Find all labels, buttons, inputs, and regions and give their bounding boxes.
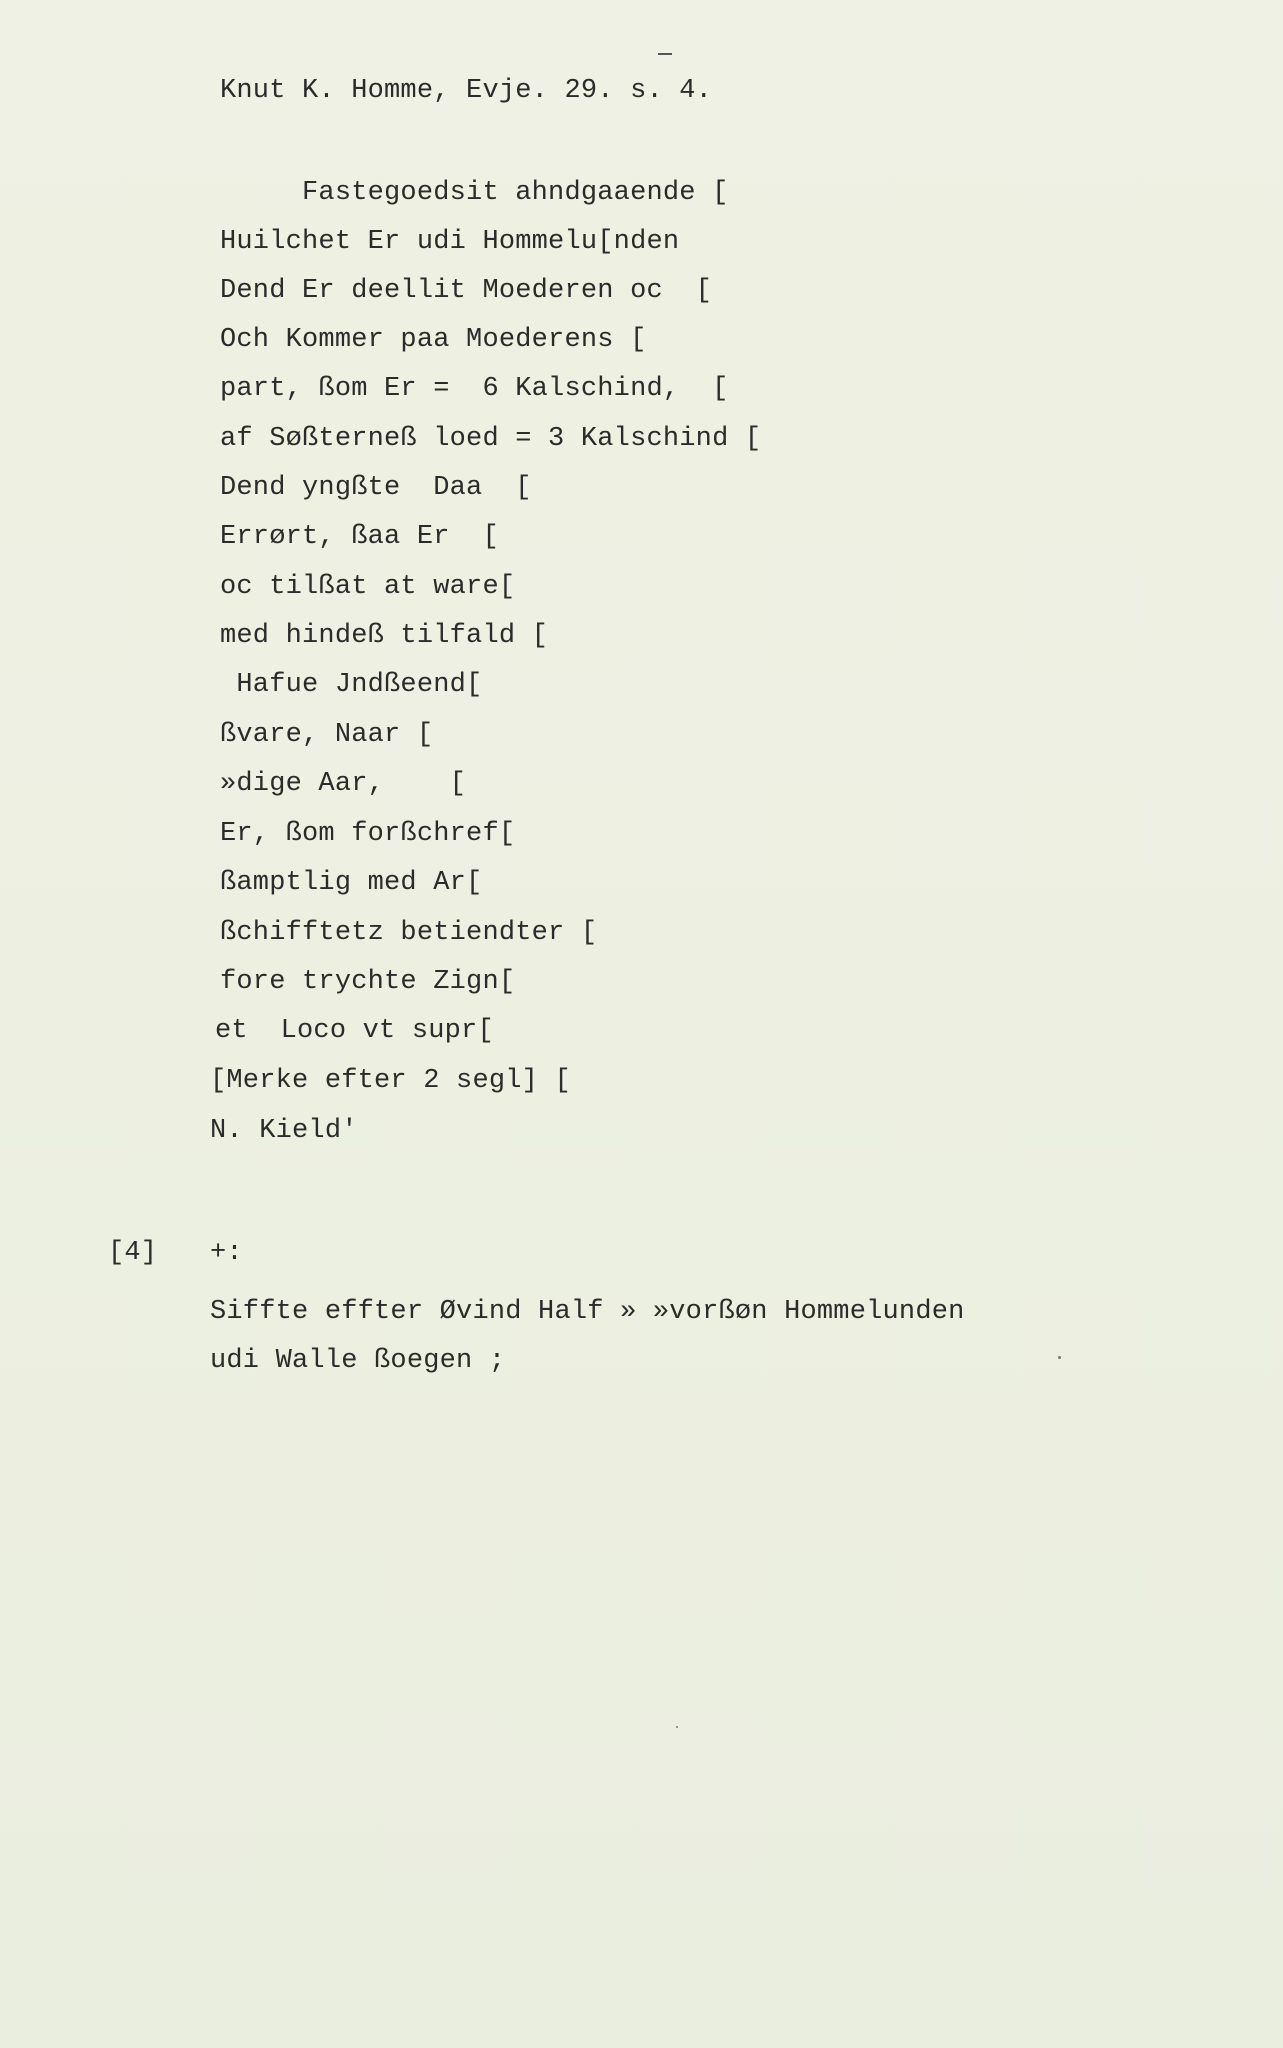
plus-mark: +: — [210, 1238, 243, 1268]
top-dash — [658, 53, 672, 55]
transcription-line: Hafue Jndßeend[ — [220, 670, 483, 700]
transcription-line: ßvare, Naar [ — [220, 720, 434, 750]
transcription-line: fore trychte Zign[ — [220, 967, 516, 997]
transcription-line: Errørt, ßaa Er [ — [220, 522, 499, 552]
transcription-line: [Merke efter 2 segl] [ — [210, 1066, 571, 1096]
margin-page-number: [4] — [108, 1238, 158, 1268]
paper-speck — [676, 1726, 678, 1728]
transcription-line: Fastegoedsit ahndgaaende [ — [220, 178, 729, 208]
transcription-line: af Søßterneß loed = 3 Kalschind [ — [220, 424, 762, 454]
transcription-line: Huilchet Er udi Hommelu[nden — [220, 227, 680, 257]
footer-line: udi Walle ßoegen ; — [210, 1346, 506, 1376]
transcription-line: Dend Er deellit Moederen oc [ — [220, 276, 713, 306]
transcription-line: ßchifftetz betiendter [ — [220, 918, 598, 948]
transcription-line: med hindeß tilfald [ — [220, 621, 549, 651]
transcription-line: et Loco vt supr[ — [215, 1016, 494, 1046]
transcription-line: oc tilßat at ware[ — [220, 572, 516, 602]
transcription-line: Er, ßom forßchref[ — [220, 819, 516, 849]
transcription-line: ßamptlig med Ar[ — [220, 868, 483, 898]
transcription-line: Dend yngßte Daa [ — [220, 473, 532, 503]
document-header: Knut K. Homme, Evje. 29. s. 4. — [220, 76, 713, 106]
transcription-line: N. Kield' — [210, 1116, 358, 1146]
transcription-line: part, ßom Er = 6 Kalschind, [ — [220, 374, 729, 404]
paper-speck — [1058, 1356, 1061, 1359]
transcription-line: Och Kommer paa Moederens [ — [220, 325, 647, 355]
footer-line: Siffte effter Øvind Half » »vorßøn Hommelunden — [210, 1297, 965, 1327]
transcription-line: »dige Aar, [ — [220, 769, 467, 799]
